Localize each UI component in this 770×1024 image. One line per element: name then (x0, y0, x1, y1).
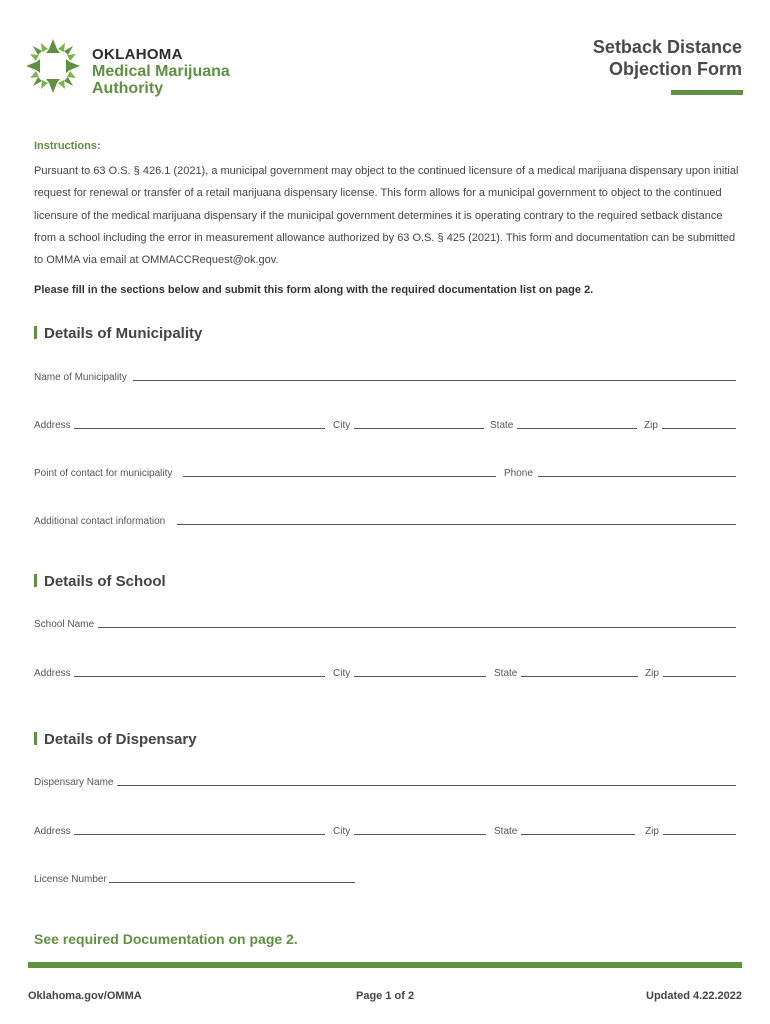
section-heading-municipality (34, 325, 202, 342)
dispensary-address-field[interactable] (74, 834, 325, 835)
section-title: Details of School (44, 573, 166, 590)
section-title: Details of Dispensary (44, 731, 197, 748)
municipality-state-field[interactable] (517, 428, 637, 429)
municipality-contact-label: Point of contact for municipality (34, 468, 173, 479)
section-heading-school (34, 573, 166, 590)
section-marker (34, 574, 37, 587)
instructions-heading: Instructions: (34, 140, 101, 152)
omma-logo-icon (24, 37, 82, 95)
municipality-city-field[interactable] (354, 428, 484, 429)
municipality-name-field[interactable] (133, 380, 736, 381)
municipality-address-label: Address (34, 420, 71, 431)
section-marker (34, 732, 37, 745)
logo-line-medical-marijuana: Medical Marijuana (92, 63, 230, 80)
footer-accent-bar (28, 962, 742, 968)
logo-line-oklahoma: OKLAHOMA (92, 46, 183, 63)
school-address-field[interactable] (74, 676, 325, 677)
dispensary-license-field[interactable] (109, 882, 355, 883)
school-state-field[interactable] (521, 676, 638, 677)
dispensary-license-label: License Number (34, 874, 107, 885)
municipality-name-label: Name of Municipality (34, 372, 127, 383)
form-title-line1: Setback Distance (592, 37, 742, 57)
instructions-note: Please fill in the sections below and submit this form along with the required documentation list on page 2. (34, 284, 594, 296)
dispensary-address-label: Address (34, 826, 71, 837)
dispensary-city-label: City (333, 826, 351, 837)
municipality-additional-label: Additional contact information (34, 516, 166, 527)
section-heading-dispensary (34, 731, 197, 748)
section-marker (34, 326, 37, 339)
school-address-label: Address (34, 668, 71, 679)
municipality-phone-label: Phone (504, 468, 533, 479)
footer-page-number: Page 1 of 2 (356, 990, 415, 1002)
footer-website: Oklahoma.gov/OMMA (28, 990, 142, 1002)
title-accent-bar (671, 90, 743, 95)
see-required-documentation: See required Documentation on page 2. (34, 931, 298, 947)
dispensary-state-label: State (494, 826, 518, 837)
municipality-zip-label: Zip (644, 420, 658, 431)
municipality-address-field[interactable] (74, 428, 325, 429)
school-name-field[interactable] (98, 627, 736, 628)
school-state-label: State (494, 668, 518, 679)
municipality-city-label: City (333, 420, 351, 431)
school-zip-label: Zip (645, 668, 659, 679)
form-title-line2: Objection Form (608, 59, 742, 79)
school-city-field[interactable] (354, 676, 486, 677)
dispensary-name-field[interactable] (117, 785, 736, 786)
footer-updated-date: Updated 4.22.2022 (646, 990, 742, 1002)
school-zip-field[interactable] (663, 676, 736, 677)
dispensary-zip-field[interactable] (663, 834, 736, 835)
municipality-additional-field[interactable] (177, 524, 736, 525)
dispensary-state-field[interactable] (521, 834, 635, 835)
municipality-phone-field[interactable] (538, 476, 736, 477)
instructions-body: Pursuant to 63 O.S. § 426.1 (2021), a municipal government may object to the continued licensure of a medical marijuana dispensary upon initial request for renewal or transfer of a retail marijuana dispensary license. This form allows for a municipal government to object to the continued licensure of the medical marijuana dispensary if the municipal government determines it is operating contrary to the required setback distance from a school including the error in measurement allowance authorized by 63 O.S. § 425 (2021). This form and documentation can be submitted to OMMA via email at OMMACCRequest@ok.gov. (34, 165, 739, 267)
municipality-zip-field[interactable] (662, 428, 736, 429)
school-city-label: City (333, 668, 351, 679)
dispensary-city-field[interactable] (354, 834, 486, 835)
municipality-state-label: State (490, 420, 514, 431)
logo-line-authority: Authority (92, 80, 164, 97)
municipality-contact-field[interactable] (183, 476, 496, 477)
school-name-label: School Name (34, 619, 95, 630)
dispensary-name-label: Dispensary Name (34, 777, 114, 788)
section-title: Details of Municipality (44, 325, 203, 342)
dispensary-zip-label: Zip (645, 826, 659, 837)
